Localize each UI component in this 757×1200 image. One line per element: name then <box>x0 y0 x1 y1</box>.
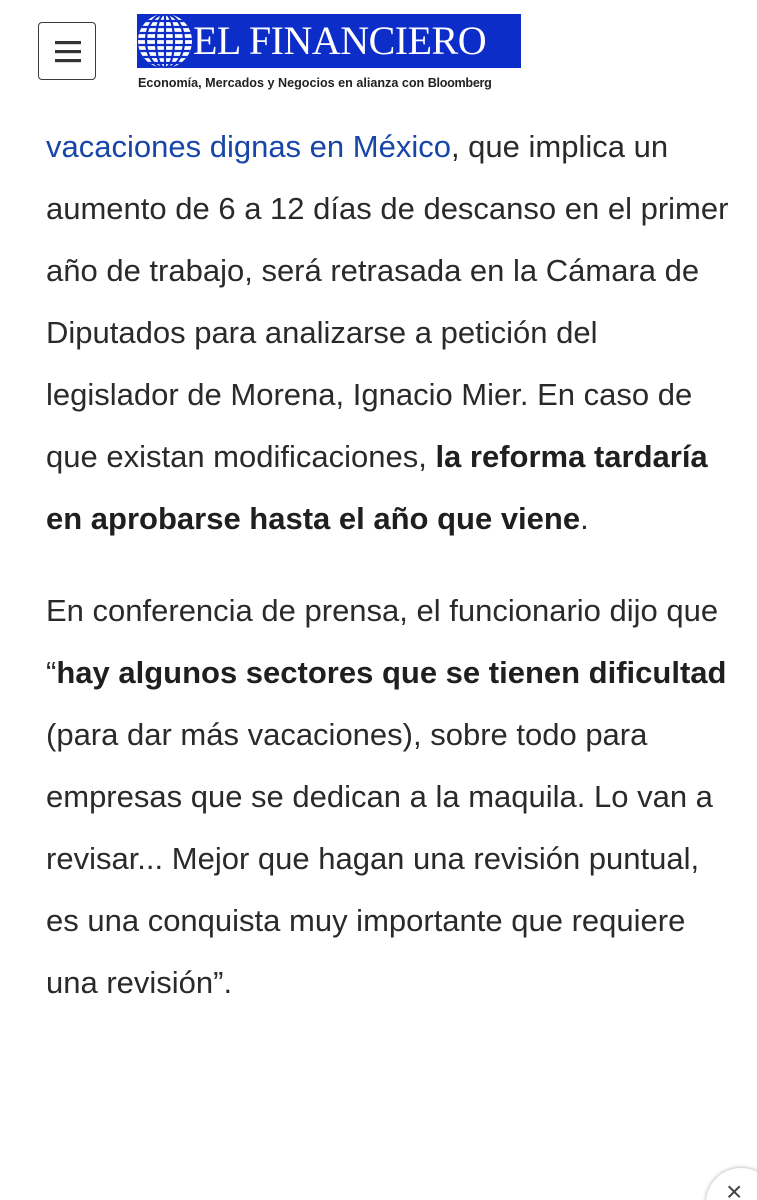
paragraph-1-text-2: . <box>580 501 589 536</box>
hamburger-icon <box>55 41 81 63</box>
article-paragraph-1 <box>46 116 736 550</box>
paragraph-2-text-1: En conferencia de prensa, el funcionario dijo que “ <box>46 593 719 690</box>
paragraph-1-text-1: , que implica un aumento de 6 a 12 días de descanso en el primer año de trabajo, será retrasada en la Cámara de Diputados para analizarse a petición del legislador de Morena, Ignacio Mier. En caso de que existan modificaciones, <box>46 129 729 474</box>
site-header <box>0 0 757 110</box>
globe-icon <box>133 12 197 70</box>
paragraph-2-bold-1: hay algunos sectores que se tienen dificultad <box>56 655 727 690</box>
tagline <box>138 76 492 90</box>
site-logo[interactable] <box>137 14 521 68</box>
paragraph-2-text-2: (para dar más vacaciones), sobre todo para empresas que se dedican a la maquila. Lo van a revisar... Mejor que hagan una revisión puntual, es una conquista muy importante que requiere una revisión”. <box>46 717 713 1000</box>
article-link-vacaciones[interactable]: vacaciones dignas en México <box>46 129 451 164</box>
article-paragraph-2 <box>46 580 736 1014</box>
tagline-prefix: Economía, Mercados y Negocios en alianza con <box>138 76 425 90</box>
tagline-partner: Bloomberg <box>427 76 492 90</box>
paragraph-1-bold-1: la reforma tardaría en aprobarse hasta el año que viene <box>46 439 708 536</box>
article-body <box>46 116 736 1014</box>
close-ad-button[interactable] <box>706 1168 757 1200</box>
logo-text: EL FINANCIERO <box>193 18 487 63</box>
menu-button[interactable] <box>38 22 96 80</box>
close-icon: × <box>726 1176 743 1200</box>
